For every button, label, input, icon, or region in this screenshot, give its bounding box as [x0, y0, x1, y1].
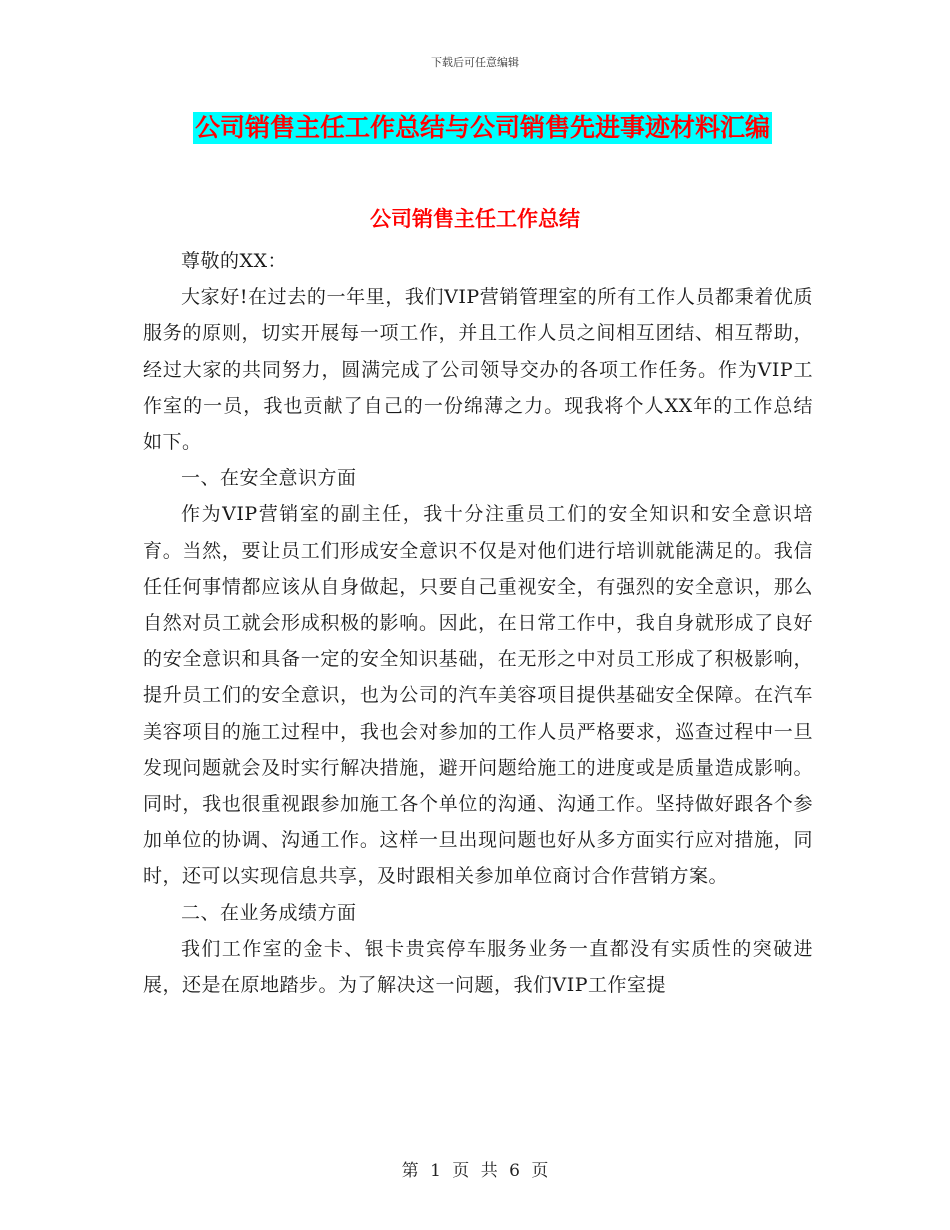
- salutation: 尊敬的XX：: [181, 250, 288, 272]
- section-title: 公司销售主任工作总结: [370, 207, 580, 231]
- document-title: 公司销售主任工作总结与公司销售先进事迹材料汇编: [195, 113, 771, 142]
- header-note: 下载后可任意编辑: [431, 56, 519, 69]
- heading-performance: 二、在业务成绩方面: [181, 901, 357, 924]
- page-number: 第 1 页 共 6 页: [401, 1161, 549, 1181]
- paragraph-performance: 我们工作室的金卡、银卡贵宾停车服务业务一直都没有实质性的突破进展，还是在原地踏步。为了解决这一问题，我们VIP工作室提: [143, 937, 813, 997]
- paragraph-intro: 大家好!在过去的一年里，我们VIP营销管理室的所有工作人员都秉着优质服务的原则，切实开展每一项工作，并且工作人员之间相互团结、相互帮助，经过大家的共同努力，圆满完成了公司领导交办的各项工作任务。作为VIP工作室的一员，我也贡献了自己的一份绵薄之力。现我将个人XX年的工作总结如下。: [143, 286, 813, 454]
- heading-safety: 一、在安全意识方面: [181, 467, 357, 490]
- paragraph-safety: 作为VIP营销室的副主任，我十分注重员工们的安全知识和安全意识培育。当然，要让员工们形成安全意识不仅是对他们进行培训就能满足的。我信任任何事情都应该从自身做起，只要自己重视安全，有强烈的安全意识，那么自然对员工就会形成积极的影响。因此，在日常工作中，我自身就形成了良好的安全意识和具备一定的安全知识基础，在无形之中对员工形成了积极影响，提升员工们的安全意识，也为公司的汽车美容项目提供基础安全保障。在汽车美容项目的施工过程中，我也会对参加的工作人员严格要求，巡查过程中一旦发现问题就会及时实行解决措施，避开问题给施工的进度或是质量造成影响。同时，我也很重视跟参加施工各个单位的沟通、沟通工作。坚持做好跟各个参加单位的协调、沟通工作。这样一旦出现问题也好从多方面实行应对措施，同时，还可以实现信息共享，及时跟相关参加单位商讨合作营销方案。: [143, 503, 813, 888]
- body-text: [143, 243, 813, 1003]
